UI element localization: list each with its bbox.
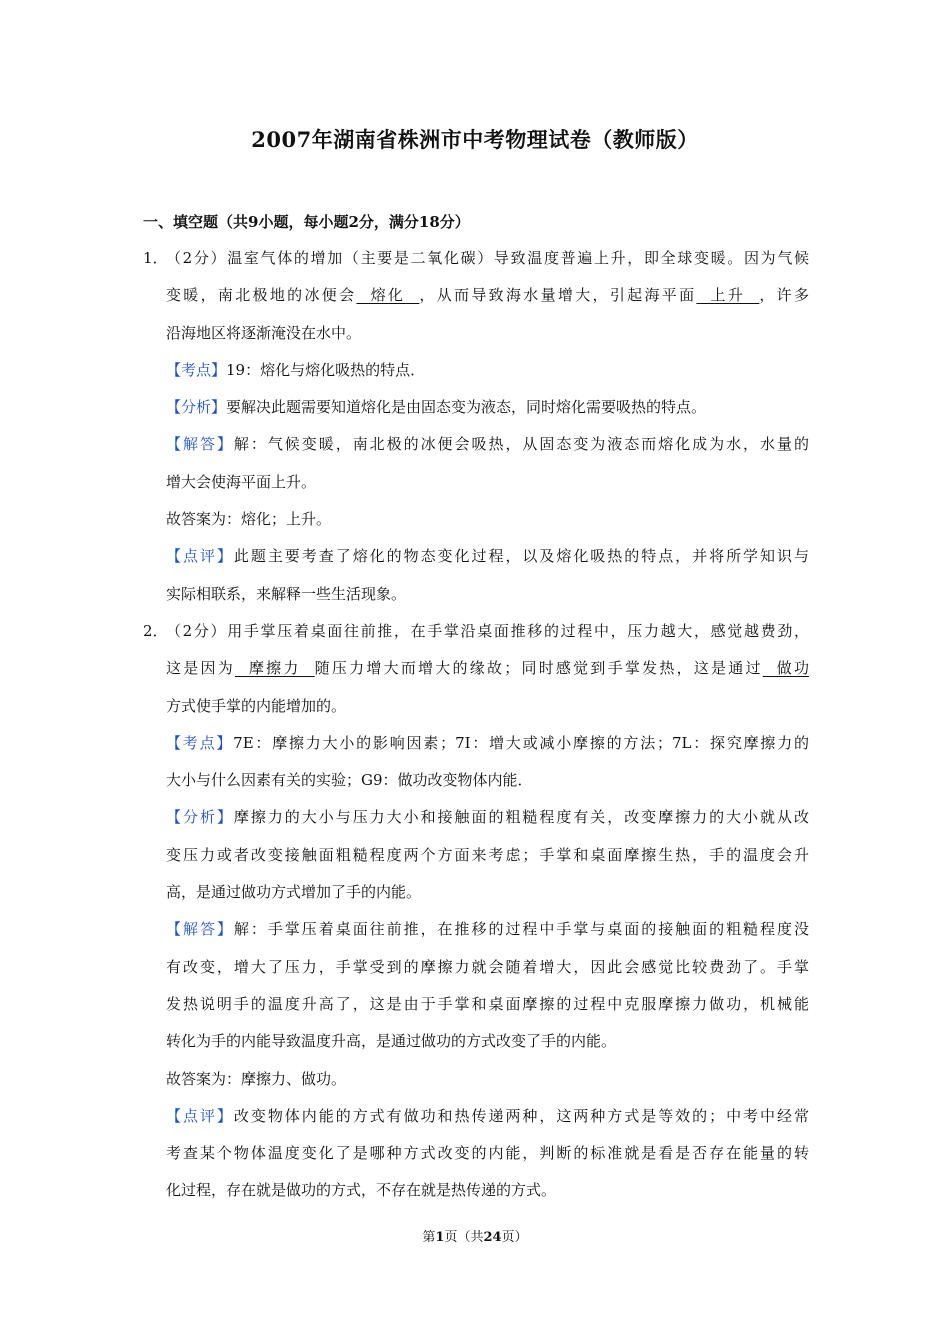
- jieda-block: 【解答】解：气候变暖，南北极的冰便会吸热，从固态变为液态而熔化成为水，水量的: [166, 435, 809, 454]
- answer-blank: 做功: [762, 659, 809, 678]
- page-footer: 第1页（共24页）: [422, 1230, 528, 1245]
- question-1: [143, 240, 809, 613]
- answer-line: 故答案为：熔化；上升。: [166, 510, 332, 529]
- question-stem-line: 沿海地区将逐渐淹没在水中。: [166, 323, 362, 342]
- jieda-line: 转化为手的内能导致温度升高，是通过做功的方式改变了手的内能。: [166, 1032, 617, 1051]
- fenxi-block: 【分析】摩擦力的大小与压力大小和接触面的粗糙程度有关，改变摩擦力的大小就从改: [166, 808, 809, 827]
- question-stem-line: （2分）温室气体的增加（主要是二氧化碳）导致温度普遍上升，即全球变暖。因为气候: [166, 249, 809, 267]
- jieda-tag: 【解答】: [166, 920, 234, 939]
- fenxi-tag: 【分析】: [166, 398, 227, 417]
- jieda-line: 增大会使海平面上升。: [166, 472, 317, 491]
- question-number: 2．: [143, 621, 168, 640]
- question-list: [143, 240, 809, 1210]
- jieda-line: 有改变，增大了压力，手掌受到的摩擦力就会随着增大，因此会感觉比较费劲了。手掌: [166, 957, 809, 976]
- page-title: 2007年湖南省株洲市中考物理试卷（教师版）: [251, 127, 699, 152]
- answer-blank: 熔化: [356, 286, 420, 305]
- kaodian-block: 【考点】19：熔化与熔化吸热的特点．: [166, 360, 426, 379]
- jieda-line: 发热说明手的温度升高了，这是由于手掌和桌面摩擦的过程中克服摩擦力做功，机械能: [166, 994, 809, 1013]
- dianping-line: 考查某个物体温度变化了是哪种方式改变的内能，判断的标准就是看是否存在能量的转: [166, 1144, 809, 1163]
- dianping-tag: 【点评】: [166, 547, 234, 566]
- dianping-line: 实际相联系，来解释一些生活现象。: [166, 584, 407, 603]
- fenxi-line: 高，是通过做功方式增加了手的内能。: [166, 883, 422, 902]
- answer-line: 故答案为：摩擦力、做功。: [166, 1069, 347, 1088]
- section-heading: 一、填空题（共9小题，每小题2分，满分18分）: [143, 213, 470, 231]
- kaodian-tag: 【考点】: [166, 360, 227, 379]
- jieda-block: 【解答】解：手掌压着桌面往前推，在推移的过程中手掌与桌面的接触面的粗糙程度没: [166, 920, 809, 939]
- question-number: 1．: [143, 249, 168, 267]
- kaodian-block: 【考点】7E：摩擦力大小的影响因素；7I：增大或减小摩擦的方法；7L：探究摩擦力的: [166, 733, 809, 752]
- dianping-line: 化过程，存在就是做功的方式，不存在就是热传递的方式。: [166, 1181, 557, 1200]
- question-stem-line: 方式使手掌的内能增加的。: [166, 696, 347, 715]
- question-stem-line: （2分）用手掌压着桌面往前推，在手掌沿桌面推移的过程中，压力越大，感觉越费劲，: [166, 621, 809, 640]
- kaodian-tag: 【考点】: [166, 733, 234, 752]
- jieda-tag: 【解答】: [166, 435, 234, 454]
- fenxi-block: 【分析】要解决此题需要知道熔化是由固态变为液态，同时熔化需要吸热的特点。: [166, 398, 707, 417]
- kaodian-line: 大小与什么因素有关的实验；G9：做功改变物体内能．: [166, 771, 533, 790]
- dianping-block: 【点评】改变物体内能的方式有做功和热传递两种，这两种方式是等效的；中考中经常: [166, 1106, 809, 1125]
- question-stem-line: 这是因为 摩擦力 随压力增大而增大的缘故；同时感觉到手掌发热，这是通过 做功: [166, 659, 809, 678]
- answer-blank: 上升: [696, 286, 760, 305]
- page-number: 1: [435, 1230, 445, 1245]
- dianping-block: 【点评】此题主要考查了熔化的物态变化过程，以及熔化吸热的特点，并将所学知识与: [166, 547, 809, 566]
- dianping-tag: 【点评】: [166, 1106, 234, 1125]
- question-stem-line: 变暖，南北极地的冰便会 熔化 ，从而导致海水量增大，引起海平面 上升 ，许多: [166, 286, 809, 305]
- fenxi-tag: 【分析】: [166, 808, 234, 827]
- answer-blank: 摩擦力: [234, 659, 315, 678]
- fenxi-line: 变压力或者改变接触面粗糙程度两个方面来考虑；手掌和桌面摩擦生热，手的温度会升: [166, 845, 809, 864]
- total-pages: 24: [483, 1230, 502, 1245]
- question-2: [143, 613, 809, 1210]
